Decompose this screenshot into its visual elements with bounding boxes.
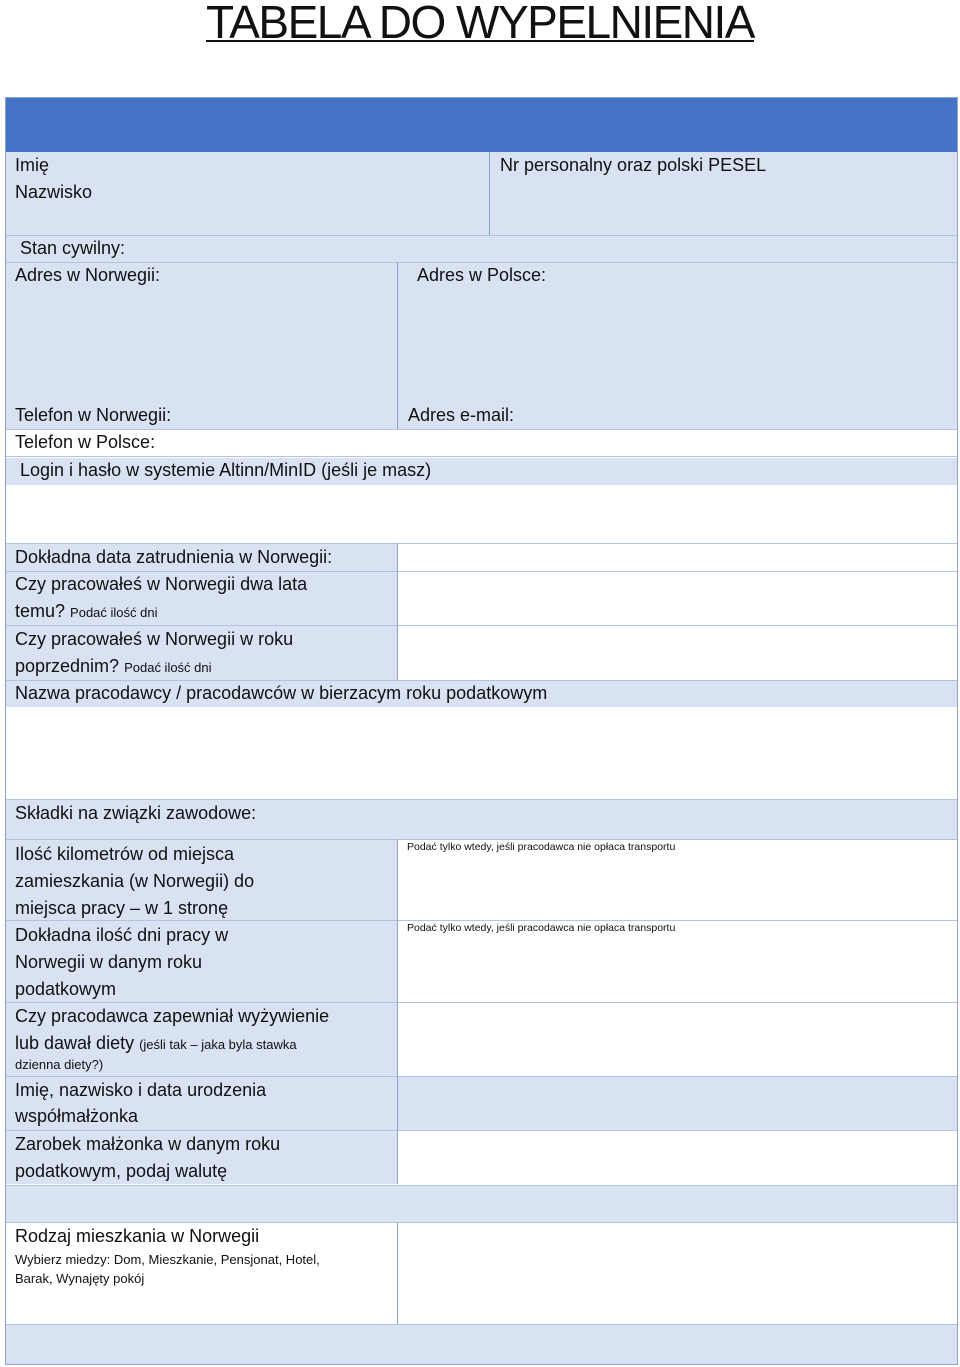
altinn-label: Login i hasło w systemie Altinn/MinID (jeśli je masz) — [20, 460, 432, 480]
worked-two-years-label: Czy pracowałeś w Norwegii dwa lata — [15, 574, 308, 594]
union-fees-label: Składki na związki zawodowe: — [15, 803, 257, 823]
work-days-label-3: podatkowym — [15, 979, 117, 999]
spouse-income-label: Zarobek małżonka w danym roku — [15, 1134, 281, 1154]
last-name-label: Nazwisko — [15, 182, 93, 202]
civil-status-label: Stan cywilny: — [20, 238, 126, 258]
email-label: Adres e-mail: — [408, 405, 515, 425]
spouse-income-label-2: podatkowym, podaj walutę — [15, 1161, 228, 1181]
worked-prev-year-label: Czy pracowałeś w Norwegii w roku — [15, 629, 294, 649]
food-hint-2: dzienna diety?) — [15, 1057, 104, 1072]
days-hint: Podać ilość dni — [124, 660, 212, 675]
food-hint: (jeśli tak – jaka byla stawka — [139, 1037, 297, 1052]
work-days-label-2: Norwegii w danym roku — [15, 952, 203, 972]
housing-hint-2: Barak, Wynajęty pokój — [15, 1271, 145, 1286]
phone-poland-label: Telefon w Polsce: — [15, 432, 156, 452]
worked-two-years-label-2: temu? Podać ilość dni — [15, 601, 158, 621]
km-hint: Podać tylko wtedy, jeśli pracodawca nie opłaca transportu — [407, 841, 676, 853]
spouse-label-2: współmałżonka — [15, 1106, 139, 1126]
km-label-2: zamieszkania (w Norwegii) do — [15, 871, 255, 891]
page-title: TABELA DO WYPELNIENIA — [206, 0, 754, 48]
food-label-2: lub dawał diety (jeśli tak – jaka byla stawka — [15, 1033, 297, 1053]
address-norway-label: Adres w Norwegii: — [15, 265, 161, 285]
pesel-label: Nr personalny oraz polski PESEL — [500, 155, 767, 175]
food-label: Czy pracodawca zapewniał wyżywienie — [15, 1006, 330, 1026]
days-hint: Podać ilość dni — [70, 605, 158, 620]
housing-label: Rodzaj mieszkania w Norwegii — [15, 1226, 260, 1246]
spouse-label: Imię, nazwisko i data urodzenia — [15, 1080, 267, 1100]
table-frame — [5, 97, 958, 1365]
housing-hint: Wybierz miedzy: Dom, Mieszkanie, Pensjonat, Hotel, — [15, 1252, 320, 1267]
km-label-3: miejsca pracy – w 1 stronę — [15, 898, 229, 918]
employment-date-label: Dokładna data zatrudnienia w Norwegii: — [15, 547, 333, 567]
address-poland-label: Adres w Polsce: — [417, 265, 547, 285]
km-label: Ilość kilometrów od miejsca — [15, 844, 235, 864]
work-days-label: Dokładna ilość dni pracy w — [15, 925, 229, 945]
employers-label: Nazwa pracodawcy / pracodawców w bierzacym roku podatkowym — [15, 683, 548, 703]
work-days-hint: Podać tylko wtedy, jeśli pracodawca nie opłaca transportu — [407, 922, 676, 934]
phone-norway-label: Telefon w Norwegii: — [15, 405, 172, 425]
first-name-label: Imię — [15, 155, 50, 175]
worked-prev-year-label-2: poprzednim? Podać ilość dni — [15, 656, 212, 676]
